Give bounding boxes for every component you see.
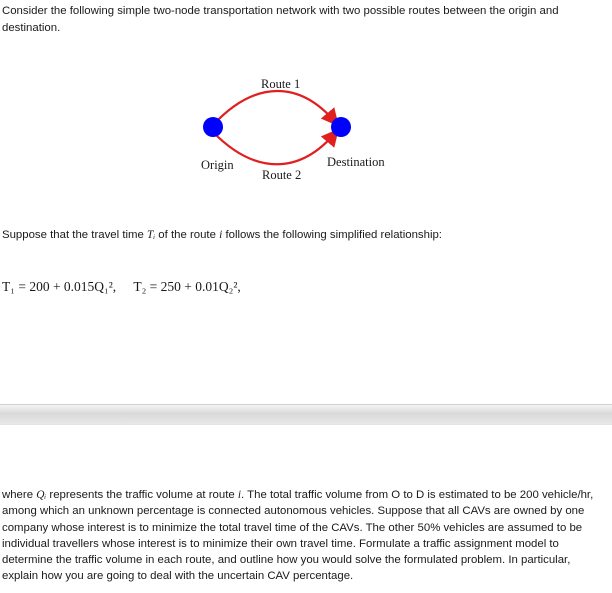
problem-text-3: . The total traffic volume from O to D is estimated to be 200 vehicle/hr, among which an unknown percentage is connected autonomous vehicles. Suppose that all CAVs are owned by one company whose interest is to minimize the total travel time of the CAVs. The other 50% vehicles are assumed to be individual travellers whose interest is to minimize their own travel time. Formulate a traffic assignment model to determine the traffic volume in each route, and outline how you would solve the formulated problem. In particular, explain how you are going to deal with the uncertain CAV percentage.: [2, 489, 594, 583]
section-divider: [0, 404, 612, 425]
problem-text-2: represents the traffic volume at route: [46, 489, 238, 501]
network-diagram: [180, 70, 410, 190]
route-1-label: Route 1: [261, 77, 301, 91]
problem-paragraph: [2, 487, 604, 585]
var-i-2: i: [237, 489, 242, 501]
relationship-sentence: [2, 227, 442, 244]
equations: [2, 279, 255, 296]
equation-2: T₂ = 250 + 0.01Q₂²,: [133, 279, 241, 294]
relationship-text-3: follows the following simplified relationship:: [222, 229, 442, 241]
intro-paragraph: Consider the following simple two-node transportation network with two possible routes between the origin and destination.: [2, 5, 559, 34]
route-2-label: Route 2: [262, 168, 302, 182]
var-i: i: [219, 229, 223, 241]
route-1-arc: [213, 91, 336, 125]
var-Ti: Tᵢ: [147, 229, 156, 241]
problem-text-1: where: [2, 489, 37, 501]
destination-label: Destination: [327, 155, 385, 169]
relationship-text-1: Suppose that the travel time: [2, 229, 147, 241]
var-Qi: Qᵢ: [36, 489, 47, 501]
origin-label: Origin: [201, 158, 234, 172]
origin-node: [203, 117, 223, 137]
destination-node: [331, 117, 351, 137]
equation-1: T₁ = 200 + 0.015Q₁²,: [2, 279, 117, 294]
relationship-text-2: of the route: [155, 229, 220, 241]
